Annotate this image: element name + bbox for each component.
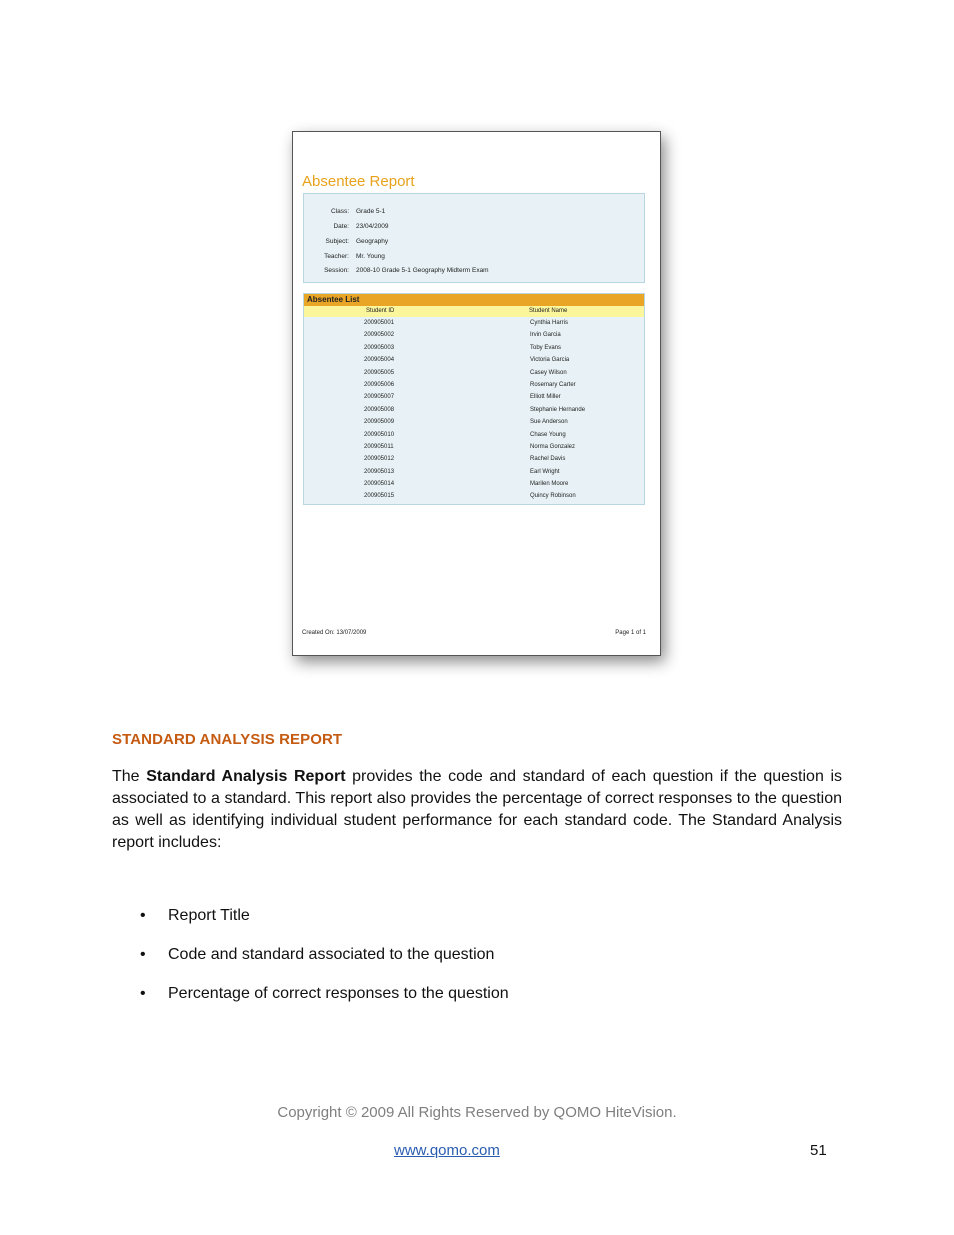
website-link[interactable]: www.qomo.com: [394, 1142, 500, 1159]
info-value: 23/04/2009: [356, 223, 389, 230]
table-row: [304, 406, 644, 418]
table-row: [304, 393, 644, 405]
absentee-list-column-headers: [304, 306, 644, 317]
absentee-list-title: Absentee List: [304, 294, 644, 306]
student-id-cell: 200905001: [364, 320, 395, 326]
table-row: [304, 381, 644, 393]
student-name-cell: Cynthia Harris: [530, 320, 569, 326]
table-row: [304, 468, 644, 480]
info-row-class: [304, 208, 644, 220]
report-title: Absentee Report: [302, 173, 415, 190]
info-row-session: [304, 267, 644, 279]
student-id-cell: 200905007: [364, 394, 395, 401]
student-name-cell: Earl Wright: [530, 468, 560, 475]
bullet-text: Percentage of correct responses to the question: [168, 985, 509, 1002]
student-id-cell: 200905006: [364, 381, 395, 388]
student-name-cell: Rachel Davis: [530, 456, 566, 463]
student-id-cell: 200905005: [364, 369, 395, 376]
student-id-cell: 200905003: [364, 344, 395, 351]
student-name-cell: Toby Evans: [530, 344, 562, 351]
student-id-cell: 200905010: [364, 431, 395, 438]
info-label: Session:: [324, 267, 349, 274]
bullet-icon: •: [140, 985, 146, 1002]
info-row-date: [304, 223, 644, 235]
page-number: 51: [810, 1142, 827, 1159]
info-row-subject: [304, 238, 644, 250]
paragraph-bold-term: Standard Analysis Report: [146, 768, 346, 785]
student-id-cell: 200905009: [364, 419, 395, 426]
info-value: Geography: [356, 238, 389, 245]
student-id-cell: 200905011: [364, 443, 394, 450]
table-row: [304, 443, 644, 455]
student-id-cell: 200905008: [364, 406, 395, 413]
student-name-cell: Victoria Garcia: [530, 357, 570, 364]
column-header-student-name: Student Name: [529, 308, 568, 314]
table-row: [304, 455, 644, 467]
bullet-icon: •: [140, 907, 146, 924]
table-row: [304, 319, 644, 331]
table-row: [304, 480, 644, 492]
section-paragraph: [112, 766, 842, 854]
report-info-box: [303, 193, 645, 283]
table-row: [304, 418, 644, 430]
absentee-report-preview: [292, 131, 661, 656]
table-row: [304, 431, 644, 443]
absentee-list-rows: [304, 319, 644, 505]
student-id-cell: 200905004: [364, 357, 395, 364]
table-row: [304, 344, 644, 356]
student-name-cell: Quincy Robinson: [530, 493, 576, 500]
table-row: [304, 492, 644, 504]
student-name-cell: Elliott Miller: [530, 394, 561, 401]
bullet-icon: •: [140, 946, 146, 963]
absentee-list-box: [303, 293, 645, 505]
student-name-cell: Marilen Moore: [530, 481, 569, 488]
student-name-cell: Irvin Garcia: [530, 332, 561, 339]
student-name-cell: Rosemary Carter: [530, 381, 576, 388]
report-created-on: Created On: 13/07/2009: [302, 630, 367, 636]
student-id-cell: 200905015: [364, 493, 395, 500]
student-name-cell: Casey Wilson: [530, 369, 567, 376]
bullet-text: Report Title: [168, 907, 250, 924]
copyright-notice: Copyright © 2009 All Rights Reserved by QOMO HiteVision.: [277, 1104, 677, 1121]
student-id-cell: 200905012: [364, 456, 395, 463]
bullet-text: Code and standard associated to the question: [168, 946, 495, 963]
paragraph-rest: provides the code and standard of each question if the question is associated to a standard. This report also provides the percentage of correct responses to the question as well as identifying individual student performance for each standard code. The Standard Analysis report includes:: [112, 768, 843, 851]
student-name-cell: Chase Young: [530, 431, 566, 438]
paragraph-prefix: The: [112, 768, 147, 785]
student-id-cell: 200905013: [364, 468, 395, 475]
student-name-cell: Stephanie Hernande: [530, 406, 586, 413]
column-header-student-id: Student ID: [366, 308, 395, 314]
student-id-cell: 200905014: [364, 481, 395, 488]
table-row: [304, 356, 644, 368]
info-value: Grade 5-1: [356, 208, 386, 215]
student-name-cell: Norma Gonzalez: [530, 443, 576, 450]
info-value: Mr. Young: [356, 253, 385, 260]
table-row: [304, 331, 644, 343]
table-row: [304, 369, 644, 381]
student-name-cell: Sue Anderson: [530, 419, 568, 426]
info-value: 2008-10 Grade 5-1 Geography Midterm Exam: [356, 267, 489, 274]
info-label: Class:: [330, 208, 349, 215]
info-label: Subject:: [325, 238, 349, 245]
info-label: Teacher:: [324, 253, 349, 260]
info-label: Date:: [333, 223, 349, 230]
student-id-cell: 200905002: [364, 332, 395, 339]
report-page-count: Page 1 of 1: [615, 630, 646, 636]
info-row-teacher: [304, 253, 644, 265]
section-heading: STANDARD ANALYSIS REPORT: [112, 731, 343, 748]
